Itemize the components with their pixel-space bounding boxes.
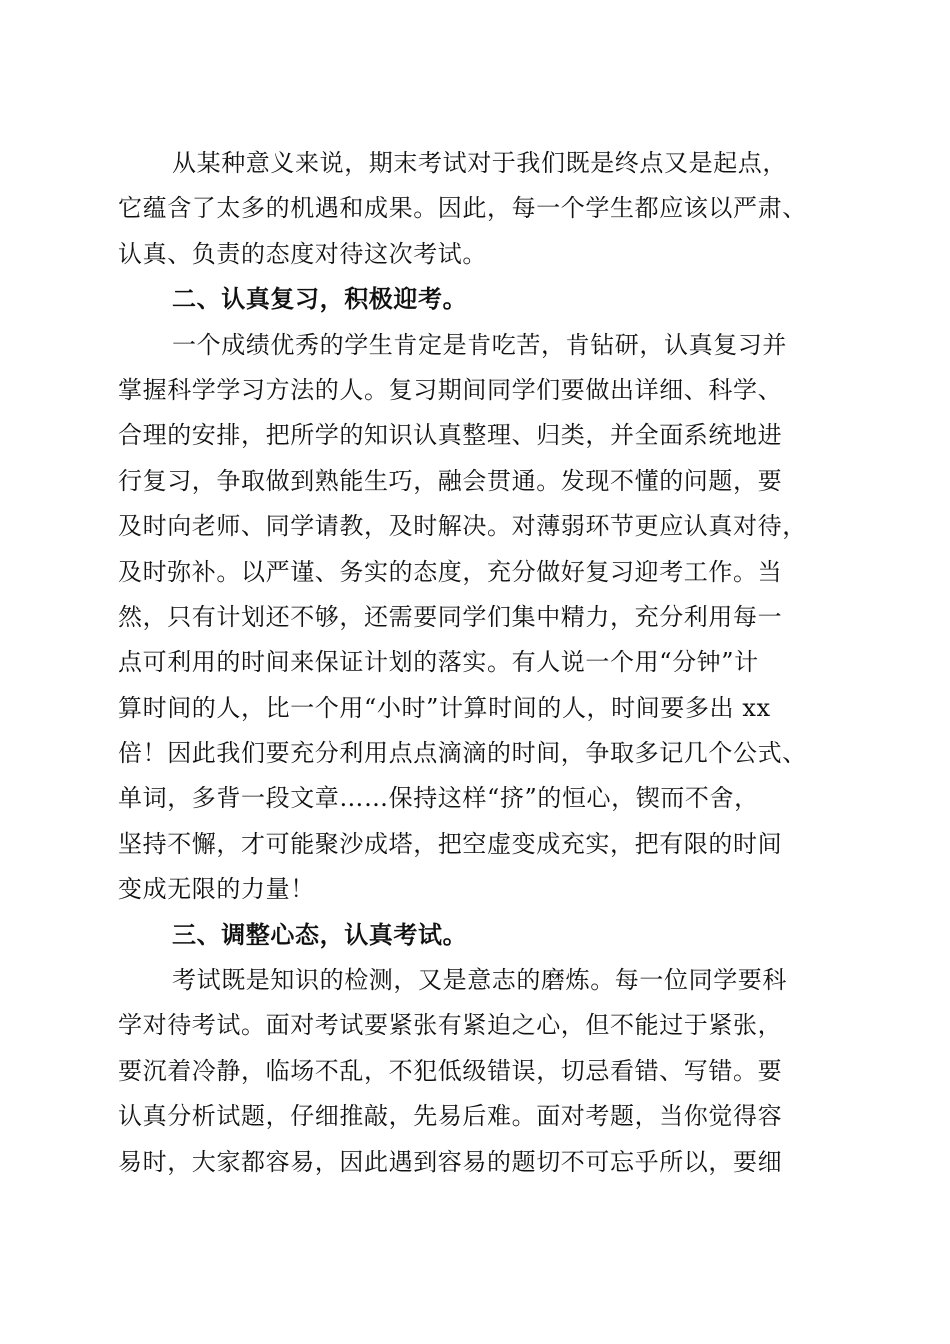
paragraph-line: 认真分析试题，仔细推敲，先易后难。面对考题，当你觉得容 [118, 1102, 783, 1131]
paragraph-line: 行复习，争取做到熟能生巧，融会贯通。发现不懂的问题，要 [118, 466, 783, 495]
paragraph-line: 考试既是知识的检测，又是意志的磨炼。每一位同学要科 [172, 966, 787, 995]
paragraph-line: 变成无限的力量！ [118, 875, 315, 904]
paragraph-line: 从某种意义来说，期末考试对于我们既是终点又是起点， [172, 149, 787, 177]
paragraph-line: 它蕴含了太多的机遇和成果。因此，每一个学生都应该以严肃、 [118, 194, 807, 223]
section-heading: 三、调整心态，认真考试。 [172, 920, 468, 949]
paragraph-line: 易时，大家都容易，因此遇到容易的题切不可忘乎所以，要细 [118, 1147, 783, 1176]
paragraph-line: 要沉着冷静，临场不乱，不犯低级错误，切忌看错、写错。要 [118, 1056, 783, 1085]
paragraph-line: 然，只有计划还不够，还需要同学们集中精力，充分利用每一 [118, 602, 783, 631]
paragraph-line: 算时间的人，比一个用“小时”计算时间的人，时间要多出 xx [118, 693, 771, 722]
section-heading: 二、认真复习，积极迎考。 [172, 285, 468, 314]
paragraph-line: 坚持不懈，才可能聚沙成塔，把空虚变成充实，把有限的时间 [118, 829, 783, 858]
paragraph-line: 学对待考试。面对考试要紧张有紧迫之心，但不能过于紧张， [118, 1011, 783, 1040]
paragraph-line: 掌握科学学习方法的人。复习期间同学们要做出详细、科学、 [118, 375, 783, 404]
paragraph-line: 点可利用的时间来保证计划的落实。有人说一个用“分钟”计 [118, 648, 759, 677]
paragraph-line: 及时弥补。以严谨、务实的态度，充分做好复习迎考工作。当 [118, 557, 783, 586]
document-body [118, 141, 830, 1185]
paragraph-line: 合理的安排，把所学的知识认真整理、归类，并全面系统地进 [118, 421, 783, 450]
paragraph-line: 倍！因此我们要充分利用点点滴滴的时间，争取多记几个公式、 [118, 739, 807, 768]
paragraph-line: 认真、负责的态度对待这次考试。 [118, 239, 487, 268]
paragraph-line: 及时向老师、同学请教，及时解决。对薄弱环节更应认真对待， [118, 512, 807, 541]
paragraph-line: 一个成绩优秀的学生肯定是肯吃苦，肯钻研，认真复习并 [172, 330, 787, 359]
paragraph-line: 单词，多背一段文章……保持这样“挤”的恒心，锲而不舍， [118, 784, 759, 813]
